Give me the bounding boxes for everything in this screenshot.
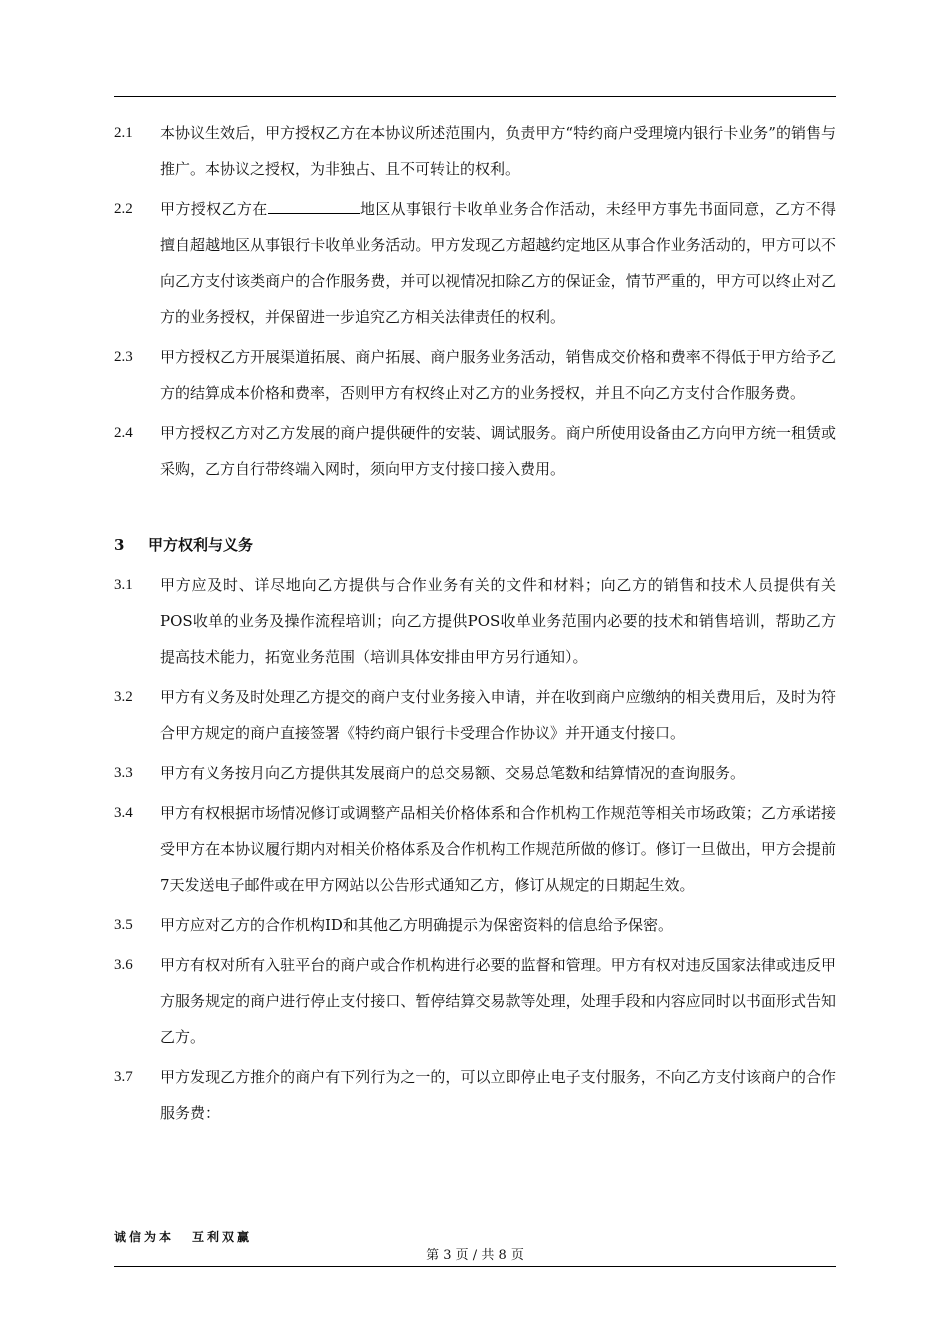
clause-text	[160, 191, 836, 335]
clause-3-5	[114, 907, 836, 943]
clause-3-1	[114, 567, 836, 675]
section-heading	[114, 527, 836, 563]
clause-text: 甲方授权乙方对乙方发展的商户提供硬件的安装、调试服务。商户所使用设备由乙方向甲方统一租赁或采购，乙方自行带终端入网时，须向甲方支付接口接入费用。	[160, 424, 836, 478]
clause-text: 甲方有权对所有入驻平台的商户或合作机构进行必要的监督和管理。甲方有权对违反国家法律或违反甲方服务规定的商户进行停止支付接口、暂停结算交易款等处理，处理手段和内容应同时以书面形式告知乙方。	[160, 956, 836, 1046]
clause-number: 3.7	[114, 1069, 133, 1085]
page-number: 第 3 页 / 共 8 页	[426, 1248, 524, 1263]
clause-text: 本协议生效后，甲方授权乙方在本协议所述范围内，负责甲方“特约商户受理境内银行卡业务”的销售与推广。本协议之授权，为非独占、且不可转让的权利。	[160, 124, 836, 178]
clause-text: 甲方有义务按月向乙方提供其发展商户的总交易额、交易总笔数和结算情况的查询服务。	[160, 764, 746, 782]
motto-right: 互利双赢	[192, 1230, 253, 1244]
footer-rule	[114, 1266, 836, 1267]
clause-number: 3.6	[114, 957, 133, 973]
clause-3-6	[114, 947, 836, 1055]
clause-number: 3.2	[114, 689, 133, 705]
clause-number: 3.3	[114, 765, 133, 781]
section-title: 甲方权利与义务	[148, 536, 254, 554]
motto-left: 诚信为本	[114, 1230, 175, 1244]
clause-number: 3.1	[114, 577, 133, 593]
clause-text: 甲方授权乙方开展渠道拓展、商户拓展、商户服务业务活动，销售成交价格和费率不得低于甲方给予乙方的结算成本价格和费率，否则甲方有权终止对乙方的业务授权，并且不向乙方支付合作服务费。	[160, 348, 836, 402]
region-blank-field[interactable]	[268, 196, 360, 214]
clause-number: 2.4	[114, 425, 133, 441]
clause-text: 甲方有权根据市场情况修订或调整产品相关价格体系和合作机构工作规范等相关市场政策；乙方承诺接受甲方在本协议履行期内对相关价格体系及合作机构工作规范所做的修订。修订一旦做出，甲方会提前7天发送电子邮件或在甲方网站以公告形式通知乙方，修订从规定的日期起生效。	[160, 804, 836, 894]
clause-number: 2.2	[114, 201, 133, 217]
clause-3-3	[114, 755, 836, 791]
clause-text-after-blank: 地区从事银行卡收单业务合作活动，未经甲方事先书面同意，乙方不得擅自超越地区从事银行卡收单业务活动。甲方发现乙方超越约定地区从事合作业务活动的，甲方可以不向乙方支付该类商户的合作服务费，并可以视情况扣除乙方的保证金，情节严重的，甲方可以终止对乙方的业务授权，并保留进一步追究乙方相关法律责任的权利。	[160, 200, 836, 326]
clause-text: 甲方应对乙方的合作机构ID和其他乙方明确提示为保密资料的信息给予保密。	[160, 916, 673, 934]
header-rule	[114, 96, 836, 97]
clause-2-2	[114, 191, 836, 335]
clause-3-4	[114, 795, 836, 903]
clause-3-7	[114, 1059, 836, 1131]
footer-motto	[114, 1228, 252, 1245]
clause-number: 2.1	[114, 125, 133, 141]
document-body	[114, 115, 836, 1135]
clause-number: 3.5	[114, 917, 133, 933]
clause-number: 3.4	[114, 805, 133, 821]
clause-2-3	[114, 339, 836, 411]
clause-text: 甲方有义务及时处理乙方提交的商户支付业务接入申请，并在收到商户应缴纳的相关费用后，及时为符合甲方规定的商户直接签署《特约商户银行卡受理合作协议》并开通支付接口。	[160, 688, 836, 742]
clause-text-before-blank: 甲方授权乙方在	[160, 200, 268, 218]
clause-text: 甲方应及时、详尽地向乙方提供与合作业务有关的文件和材料；向乙方的销售和技术人员提供有关POS收单的业务及操作流程培训；向乙方提供POS收单业务范围内必要的技术和销售培训，帮助乙方提高技术能力，拓宽业务范围（培训具体安排由甲方另行通知）。	[160, 576, 836, 666]
clause-2-4	[114, 415, 836, 487]
clause-number: 2.3	[114, 349, 133, 365]
clause-text: 甲方发现乙方推介的商户有下列行为之一的，可以立即停止电子支付服务，不向乙方支付该商户的合作服务费：	[160, 1068, 836, 1122]
clause-2-1	[114, 115, 836, 187]
section-number: 3	[114, 536, 125, 554]
clause-3-2	[114, 679, 836, 751]
